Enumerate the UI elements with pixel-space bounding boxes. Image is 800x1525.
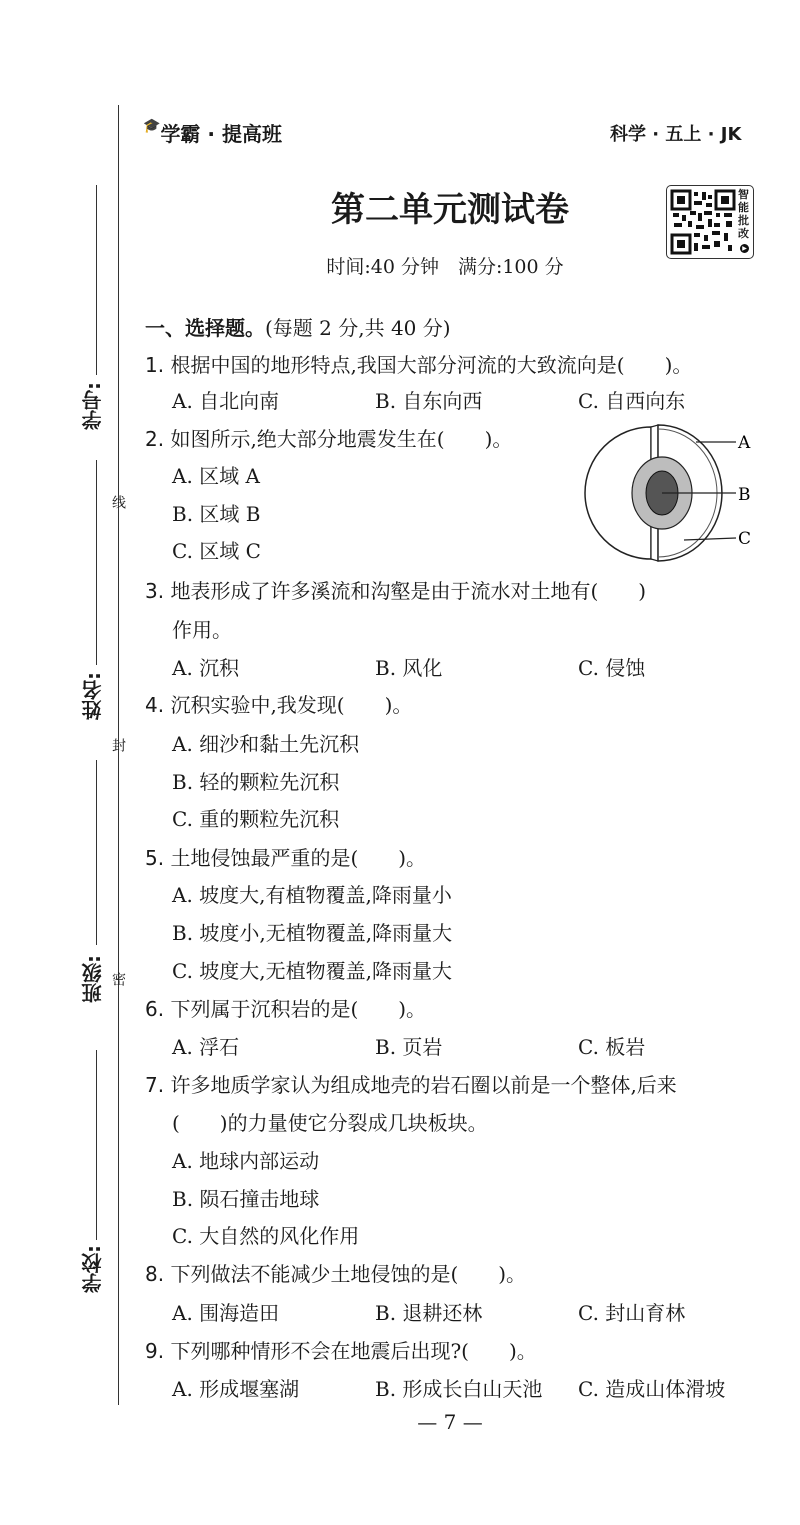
subject-header: 科学 · 五上 · JK [610,124,742,145]
label-b: B [738,485,751,505]
section-note: (每题 2 分,共 40 分) [265,316,451,340]
seal-char-seal: 封 [110,738,126,752]
page-number: — 7 — [417,1410,483,1434]
brand-header: 🎓学霸 · 提高班 [143,118,282,146]
class-line [96,760,97,945]
question-5: 5. 土地侵蚀最严重的是( )。 [145,846,427,870]
q1-option-b[interactable]: B. 自东向西 [375,389,483,413]
time-info: 时间:40 分钟 满分:100 分 [326,256,564,278]
q2-option-b[interactable]: B. 区域 B [172,502,261,526]
school-label: 学校: [81,1245,105,1293]
class-label: 班级: [81,955,105,1003]
q4-option-a[interactable]: A. 细沙和黏土先沉积 [172,732,360,756]
q9-option-a[interactable]: A. 形成堰塞湖 [172,1377,300,1401]
question-3-cont: 作用。 [172,618,232,642]
section-heading [145,312,451,341]
question-9: 9. 下列哪种情形不会在地震后出现?( )。 [145,1339,537,1363]
q9-option-c[interactable]: C. 造成山体滑坡 [578,1377,726,1401]
question-8: 8. 下列做法不能减少土地侵蚀的是( )。 [145,1262,527,1286]
q7-option-a[interactable]: A. 地球内部运动 [172,1149,320,1173]
seal-char-line: 线 [110,495,126,509]
name-line [96,460,97,665]
q6-option-b[interactable]: B. 页岩 [375,1035,443,1059]
qr-label: 智能批改 [738,188,749,240]
label-a: A [738,433,751,453]
q4-option-b[interactable]: B. 轻的颗粒先沉积 [172,770,340,794]
q5-option-a[interactable]: A. 坡度大,有植物覆盖,降雨量小 [172,883,452,907]
graduation-cap-icon: 🎓 [143,118,161,134]
earth-layers-figure [584,420,760,570]
q1-option-a[interactable]: A. 自北向南 [172,389,280,413]
q2-option-a[interactable]: A. 区域 A [172,464,260,488]
seal-char-dense: 密 [110,972,126,986]
binding-line [118,105,119,1405]
label-c: C [738,529,752,549]
q6-option-a[interactable]: A. 浮石 [172,1035,240,1059]
question-6: 6. 下列属于沉积岩的是( )。 [145,997,427,1021]
qr-code-box[interactable] [666,185,754,259]
q1-option-c[interactable]: C. 自西向东 [578,389,686,413]
q6-option-c[interactable]: C. 板岩 [578,1035,646,1059]
q9-option-b[interactable]: B. 形成长白山天池 [375,1377,543,1401]
q7-option-b[interactable]: B. 陨石撞击地球 [172,1187,320,1211]
school-line [96,1050,97,1240]
qr-code-icon [670,189,736,255]
q3-option-c[interactable]: C. 侵蚀 [578,656,646,680]
q5-option-c[interactable]: C. 坡度大,无植物覆盖,降雨量大 [172,959,453,983]
q2-option-c[interactable]: C. 区域 C [172,539,261,563]
question-7: 7. 许多地质学家认为组成地壳的岩石圈以前是一个整体,后来 [145,1073,677,1097]
page-title: 第二单元测试卷 [331,190,569,230]
question-3: 3. 地表形成了许多溪流和沟壑是由于流水对土地有( ) [145,579,647,603]
question-7-cont: ( )的力量使它分裂成几块板块。 [172,1111,488,1135]
q3-option-b[interactable]: B. 风化 [375,656,443,680]
q7-option-c[interactable]: C. 大自然的风化作用 [172,1224,360,1248]
q3-option-a[interactable]: A. 沉积 [172,656,240,680]
q5-option-b[interactable]: B. 坡度小,无植物覆盖,降雨量大 [172,921,453,945]
section-title: 一、选择题。 [145,316,265,340]
q8-option-b[interactable]: B. 退耕还林 [375,1301,483,1325]
q8-option-a[interactable]: A. 围海造田 [172,1301,280,1325]
q8-option-c[interactable]: C. 封山育林 [578,1301,686,1325]
question-2: 2. 如图所示,绝大部分地震发生在( )。 [145,427,513,451]
question-1: 1. 根据中国的地形特点,我国大部分河流的大致流向是( )。 [145,353,693,377]
question-4: 4. 沉积实验中,我发现( )。 [145,693,413,717]
student-id-label: 学号: [81,382,105,430]
name-label: 姓名: [81,672,105,720]
play-icon: ▶ [740,244,749,253]
q4-option-c[interactable]: C. 重的颗粒先沉积 [172,807,340,831]
